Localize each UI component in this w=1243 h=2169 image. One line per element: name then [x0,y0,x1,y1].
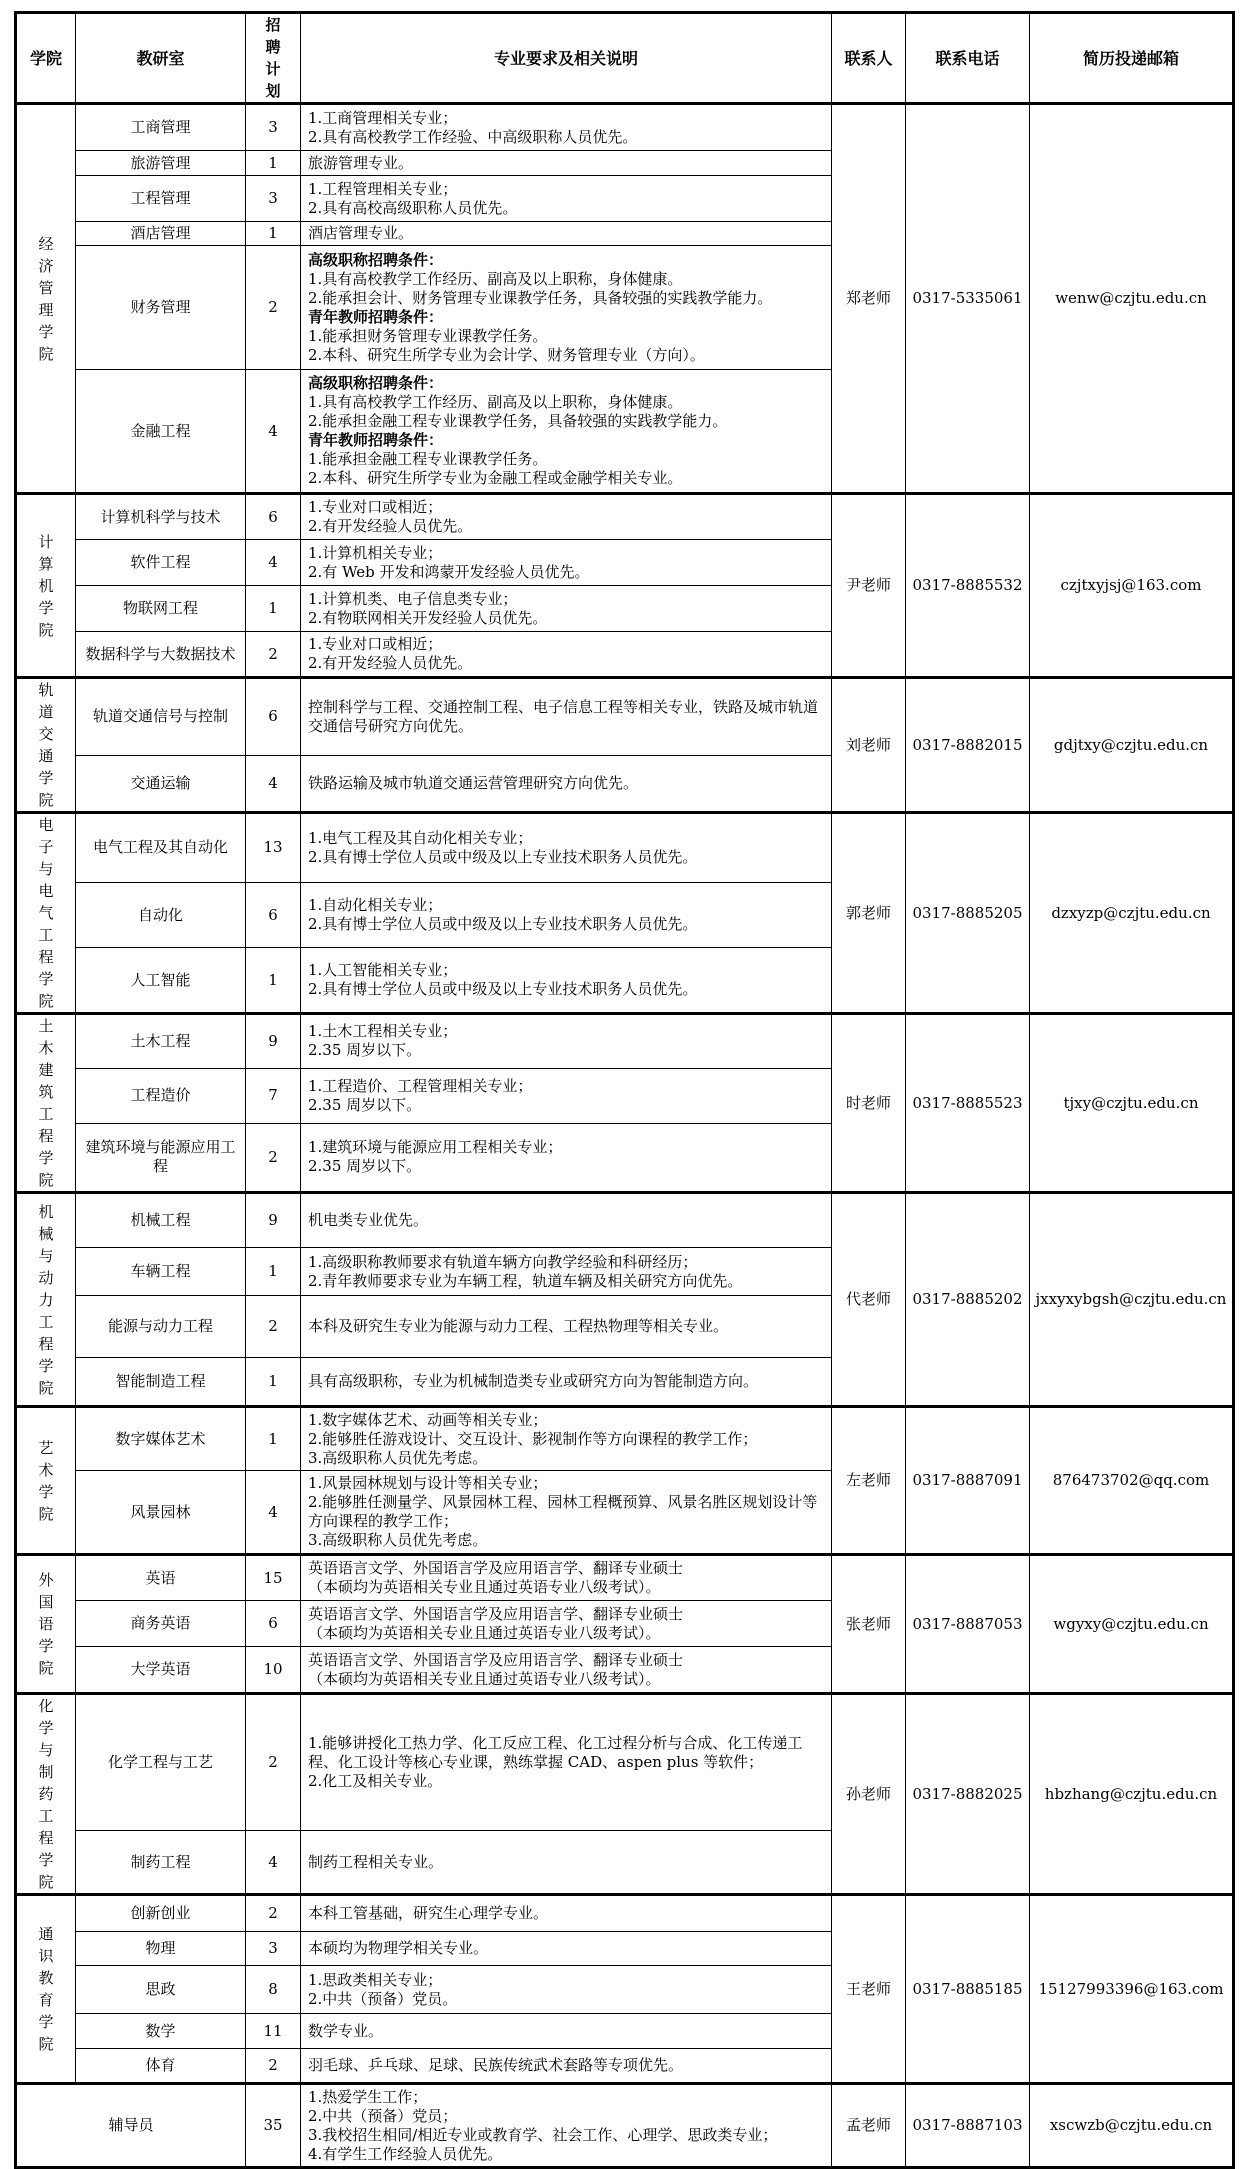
recruitment-table-body [16,104,1234,2168]
requirement-line: （本硕均为英语相关专业且通过英语专业八级考试）。 [308,1623,661,1642]
requirement-line: 1.数字媒体艺术、动画等相关专业； [308,1410,548,1429]
requirement-line: （本硕均为英语相关专业且通过英语专业八级考试）。 [308,1578,661,1596]
requirement-line: 英语语言文学、外国语言学及应用语言学、翻译专业硕士 [308,1604,684,1623]
plan-cell: 9 [246,1014,301,1069]
requirement-line: 1.思政类相关专业； [308,1970,443,1989]
requirement-line: 1.高级职称教师要求有轨道车辆方向教学经验和科研经历； [308,1252,698,1271]
plan-cell: 2 [246,632,301,678]
college-name: 土木建筑工程学院 [38,1017,54,1189]
email-cell: czjtxyjsj@163.com [1030,494,1234,678]
requirement-cell [301,586,832,632]
plan-cell: 1 [246,948,301,1014]
dept-cell: 制药工程 [76,1831,246,1895]
requirement-line: 2.中共（预备）党员。 [308,1989,458,2008]
header-phone: 联系电话 [906,13,1030,104]
requirement-line: 1.土木工程相关专业； [308,1022,458,1041]
contact-cell: 刘老师 [832,678,906,813]
dept-cell: 财务管理 [76,246,246,370]
dept-cell: 数学 [76,2014,246,2049]
recruitment-table [14,11,1235,2169]
requirement-cell [301,1831,832,1895]
requirement-line: 1.具有高校教学工作经历、副高及以上职称，身体健康。 [308,393,683,411]
requirement-line: 本科及研究生专业为能源与动力工程、工程热物理等相关专业。 [308,1317,729,1335]
requirement-heading: 青年教师招聘条件： [308,307,444,326]
requirement-line: 本科工管基础，研究生心理学专业。 [308,1904,549,1922]
requirement-cell [301,494,832,540]
requirement-line: 1.能够讲授化工热力学、化工反应工程、化工过程分析与合成、化工传递工程、化工设计等核心专业课，熟练掌握 CAD、aspen plus 等软件； [308,1734,803,1772]
requirement-line: 2.中共（预备）党员； [308,2106,458,2125]
header-dept: 教研室 [76,13,246,104]
dept-cell: 风景园林 [76,1471,246,1555]
requirement-line: 数学专业。 [308,2021,384,2040]
requirement-cell [301,678,832,756]
requirement-line: 具有高级职称，专业为机械制造类专业或研究方向为智能制造方向。 [308,1372,759,1390]
requirement-cell [301,1068,832,1123]
plan-cell: 1 [246,1358,301,1407]
table-row [16,494,1234,540]
requirement-line: 羽毛球、乒乓球、足球、民族传统武术套路等专项优先。 [308,2056,684,2074]
dept-cell: 物联网工程 [76,586,246,632]
plan-cell: 6 [246,1601,301,1647]
requirement-line: 2.具有博士学位人员或中级及以上专业技术职务人员优先。 [308,980,698,999]
contact-cell: 王老师 [832,1895,906,2084]
requirement-line: 1.工程造价、工程管理相关专业； [308,1076,533,1095]
requirement-line: 1.能承担金融工程专业课教学任务。 [308,450,548,468]
college-name: 电子与电气工程学院 [38,816,54,1010]
requirement-line: 2.本科、研究生所学专业为金融工程或金融学相关专业。 [308,469,683,487]
header-college: 学院 [16,13,76,104]
dept-cell: 电气工程及其自动化 [76,813,246,883]
table-row [16,1407,1234,1471]
requirement-cell [301,1895,832,1932]
plan-cell: 2 [246,246,301,370]
requirement-line: 2.具有高校高级职称人员优先。 [308,198,518,217]
requirement-line: 2.具有高校教学工作经验、中高级职称人员优先。 [308,127,638,146]
plan-cell: 35 [246,2084,301,2168]
dept-cell: 软件工程 [76,540,246,586]
requirement-line: 1.风景园林规划与设计等相关专业； [308,1474,548,1492]
requirement-line: 2.本科、研究生所学专业为会计学、财务管理专业（方向）。 [308,345,705,364]
header-req: 专业要求及相关说明 [301,13,832,104]
contact-cell: 郭老师 [832,813,906,1014]
dept-cell: 机械工程 [76,1193,246,1248]
requirement-line: 英语语言文学、外国语言学及应用语言学、翻译专业硕士 [308,1650,684,1669]
contact-cell: 郑老师 [832,104,906,494]
plan-cell: 1 [246,222,301,246]
email-cell: 15127993396@163.com [1030,1895,1234,2084]
dept-cell: 思政 [76,1966,246,2014]
contact-cell: 孟老师 [832,2084,906,2168]
plan-cell: 4 [246,1831,301,1895]
college-cell [16,1193,76,1407]
header-plan-text: 招聘计划 [265,16,281,100]
dept-cell: 金融工程 [76,370,246,494]
requirement-cell [301,370,832,494]
requirement-cell [301,1966,832,2014]
requirement-line: 1.工商管理相关专业； [308,108,458,127]
contact-cell: 张老师 [832,1555,906,1694]
plan-cell: 13 [246,813,301,883]
plan-cell: 1 [246,586,301,632]
requirement-cell [301,246,832,370]
requirement-line: 机电类专业优先。 [308,1211,429,1229]
contact-cell: 尹老师 [832,494,906,678]
college-name: 轨道交通学院 [38,681,54,809]
requirement-cell [301,1601,832,1647]
college-name: 经济管理学院 [38,234,54,363]
requirement-cell [301,2049,832,2084]
phone-cell: 0317-8885523 [906,1014,1030,1193]
phone-cell: 0317-5335061 [906,104,1030,494]
requirement-line: 1.专业对口或相近； [308,635,443,653]
requirement-line: 制药工程相关专业。 [308,1852,444,1871]
contact-cell: 孙老师 [832,1694,906,1895]
plan-cell: 3 [246,176,301,222]
requirement-cell [301,1694,832,1831]
dept-cell: 创新创业 [76,1895,246,1932]
college-name: 计算机学院 [38,532,54,639]
college-cell [16,104,76,494]
phone-cell: 0317-8887053 [906,1555,1030,1694]
requirement-line: 酒店管理专业。 [308,224,414,242]
dept-cell: 车辆工程 [76,1248,246,1296]
table-row [16,1193,1234,1248]
plan-cell: 1 [246,1248,301,1296]
college-name: 化学与制药工程学院 [38,1697,54,1891]
phone-cell: 0317-8885185 [906,1895,1030,2084]
requirement-line: 1.电气工程及其自动化相关专业； [308,828,533,847]
phone-cell: 0317-8885532 [906,494,1030,678]
email-cell: jxxyxybgsh@czjtu.edu.cn [1030,1193,1234,1407]
requirement-line: 1.专业对口或相近； [308,498,443,516]
college-name: 外国语学院 [38,1571,54,1677]
requirement-line: 3.高级职称人员优先考虑。 [308,1448,488,1467]
requirement-cell [301,1123,832,1192]
plan-cell: 11 [246,2014,301,2049]
requirement-cell [301,755,832,812]
contact-cell: 左老师 [832,1407,906,1555]
table-row [16,104,1234,151]
dept-cell: 数据科学与大数据技术 [76,632,246,678]
requirement-line: 3.高级职称人员优先考虑。 [308,1531,488,1549]
requirement-line: 铁路运输及城市轨道交通运营管理研究方向优先。 [308,773,639,792]
requirement-cell [301,176,832,222]
phone-cell: 0317-8885202 [906,1193,1030,1407]
requirement-cell [301,1014,832,1069]
requirement-heading: 高级职称招聘条件： [308,250,444,269]
dept-cell: 土木工程 [76,1014,246,1069]
requirement-line: 2.具有博士学位人员或中级及以上专业技术职务人员优先。 [308,915,698,934]
table-row [16,1895,1234,1932]
email-cell: 876473702@qq.com [1030,1407,1234,1555]
phone-cell: 0317-8887103 [906,2084,1030,2168]
requirement-cell [301,2014,832,2049]
requirement-cell [301,948,832,1014]
requirement-cell [301,1358,832,1407]
plan-cell: 4 [246,540,301,586]
dept-cell: 数字媒体艺术 [76,1407,246,1471]
dept-cell: 工商管理 [76,104,246,151]
dept-cell: 商务英语 [76,1601,246,1647]
dept-cell: 能源与动力工程 [76,1296,246,1358]
requirement-line: 2.35 周岁以下。 [308,1095,422,1114]
requirement-cell [301,1471,832,1555]
requirement-line: 1.工程管理相关专业； [308,179,458,198]
phone-cell: 0317-8882015 [906,678,1030,813]
dept-cell: 酒店管理 [76,222,246,246]
requirement-line: 2.有 Web 开发和鸿蒙开发经验人员优先。 [308,562,590,581]
plan-cell: 1 [246,151,301,176]
plan-cell: 6 [246,494,301,540]
requirement-line: 1.计算机相关专业； [308,543,443,562]
requirement-cell [301,1555,832,1601]
college-cell [16,1014,76,1193]
requirement-line: 旅游管理专业。 [308,153,414,172]
requirement-line: 1.建筑环境与能源应用工程相关专业； [308,1138,563,1157]
requirement-line: 2.具有博士学位人员或中级及以上专业技术职务人员优先。 [308,847,698,866]
requirement-line: 1.自动化相关专业； [308,896,443,915]
plan-cell: 4 [246,1471,301,1555]
requirement-line: 2.化工及相关专业。 [308,1772,443,1791]
requirement-cell [301,1296,832,1358]
table-row [16,1694,1234,1831]
requirement-cell [301,1248,832,1296]
requirement-line: 4.有学生工作经验人员优先。 [308,2144,503,2163]
college-cell [16,678,76,813]
requirement-cell [301,1932,832,1966]
requirement-line: 2.35 周岁以下。 [308,1041,422,1060]
requirement-cell [301,222,832,246]
email-cell: gdjtxy@czjtu.edu.cn [1030,678,1234,813]
phone-cell: 0317-8887091 [906,1407,1030,1555]
requirement-line: 2.有物联网相关开发经验人员优先。 [308,608,548,627]
requirement-cell [301,882,832,948]
college-name: 机械与动力工程学院 [38,1202,54,1397]
dept-cell: 轨道交通信号与控制 [76,678,246,756]
requirement-line: 2.能承担会计、财务管理专业课教学任务，具备较强的实践教学能力。 [308,288,773,307]
dept-cell: 自动化 [76,882,246,948]
requirement-cell [301,2084,832,2168]
phone-cell: 0317-8882025 [906,1694,1030,1895]
header-contact: 联系人 [832,13,906,104]
requirement-line: 1.人工智能相关专业； [308,961,458,980]
requirement-line: 2.能够胜任测量学、风景园林工程、园林工程概预算、风景名胜区规划设计等方向课程的教学工作； [308,1493,818,1530]
requirement-cell [301,1407,832,1471]
requirement-cell [301,540,832,586]
requirement-heading: 高级职称招聘条件： [308,374,444,392]
requirement-line: 1.计算机类、电子信息类专业； [308,589,518,608]
plan-cell: 1 [246,1407,301,1471]
requirement-cell [301,632,832,678]
phone-cell: 0317-8885205 [906,813,1030,1014]
requirement-line: （本硕均为英语相关专业且通过英语专业八级考试）。 [308,1669,661,1688]
plan-cell: 6 [246,678,301,756]
requirement-cell [301,813,832,883]
requirement-line: 本硕均为物理学相关专业。 [308,1939,489,1957]
college-cell [16,494,76,678]
dept-cell: 智能制造工程 [76,1358,246,1407]
dept-cell: 人工智能 [76,948,246,1014]
requirement-cell [301,1193,832,1248]
requirement-heading: 青年教师招聘条件： [308,431,444,449]
requirement-line: 1.能承担财务管理专业课教学任务。 [308,326,548,345]
table-row [16,813,1234,883]
plan-cell: 2 [246,1123,301,1192]
plan-cell: 3 [246,104,301,151]
plan-cell: 4 [246,755,301,812]
email-cell: wgyxy@czjtu.edu.cn [1030,1555,1234,1694]
dept-cell: 体育 [76,2049,246,2084]
header-row [16,13,1234,104]
email-cell: xscwzb@czjtu.edu.cn [1030,2084,1234,2168]
dept-cell: 交通运输 [76,755,246,812]
contact-cell: 时老师 [832,1014,906,1193]
email-cell: hbzhang@czjtu.edu.cn [1030,1694,1234,1895]
table-row [16,1555,1234,1601]
requirement-cell [301,151,832,176]
email-cell: tjxy@czjtu.edu.cn [1030,1014,1234,1193]
college-name: 通识教育学院 [38,1925,54,2053]
plan-cell: 2 [246,1296,301,1358]
college-name: 艺术学院 [38,1438,54,1523]
requirement-cell [301,1647,832,1694]
header-plan [246,13,301,104]
plan-cell: 2 [246,1895,301,1932]
table-row [16,1014,1234,1069]
college-cell [16,813,76,1014]
plan-cell: 2 [246,1694,301,1831]
dept-cell: 物理 [76,1932,246,1966]
plan-cell: 8 [246,1966,301,2014]
dept-cell: 计算机科学与技术 [76,494,246,540]
requirement-line: 2.能承担金融工程专业课教学任务，具备较强的实践教学能力。 [308,412,728,430]
requirement-line: 1.热爱学生工作； [308,2087,428,2106]
college-cell [16,1555,76,1694]
dept-cell: 大学英语 [76,1647,246,1694]
college-cell [16,1895,76,2084]
plan-cell: 3 [246,1932,301,1966]
plan-cell: 15 [246,1555,301,1601]
dept-cell: 英语 [76,1555,246,1601]
requirement-line: 英语语言文学、外国语言学及应用语言学、翻译专业硕士 [308,1559,684,1577]
dept-cell: 工程造价 [76,1068,246,1123]
requirement-line: 2.有开发经验人员优先。 [308,654,473,672]
counselor-dept-cell: 辅导员 [16,2084,246,2168]
college-cell [16,1694,76,1895]
email-cell: wenw@czjtu.edu.cn [1030,104,1234,494]
requirement-line: 控制科学与工程、交通控制工程、电子信息工程等相关专业，铁路及城市轨道交通信号研究方向优先。 [308,697,819,735]
dept-cell: 建筑环境与能源应用工程 [76,1123,246,1192]
plan-cell: 7 [246,1068,301,1123]
requirement-line: 2.有开发经验人员优先。 [308,517,473,535]
table-row [16,678,1234,756]
requirement-line: 2.能够胜任游戏设计、交互设计、影视制作等方向课程的教学工作； [308,1429,758,1448]
dept-cell: 工程管理 [76,176,246,222]
requirement-line: 3.我校招生相同/相近专业或教育学、社会工作、心理学、思政类专业； [308,2125,778,2144]
requirement-cell [301,104,832,151]
dept-cell: 旅游管理 [76,151,246,176]
dept-cell: 化学工程与工艺 [76,1694,246,1831]
requirement-line: 1.具有高校教学工作经历、副高及以上职称，身体健康。 [308,269,683,288]
plan-cell: 4 [246,370,301,494]
counselor-row [16,2084,1234,2168]
contact-cell: 代老师 [832,1193,906,1407]
plan-cell: 10 [246,1647,301,1694]
email-cell: dzxyzp@czjtu.edu.cn [1030,813,1234,1014]
plan-cell: 9 [246,1193,301,1248]
requirement-line: 2.35 周岁以下。 [308,1157,422,1176]
recruitment-table-sheet [14,11,1232,2169]
college-cell [16,1407,76,1555]
plan-cell: 6 [246,882,301,948]
plan-cell: 2 [246,2049,301,2084]
requirement-line: 2.青年教师要求专业为车辆工程，轨道车辆及相关研究方向优先。 [308,1271,743,1290]
header-email: 简历投递邮箱 [1030,13,1234,104]
